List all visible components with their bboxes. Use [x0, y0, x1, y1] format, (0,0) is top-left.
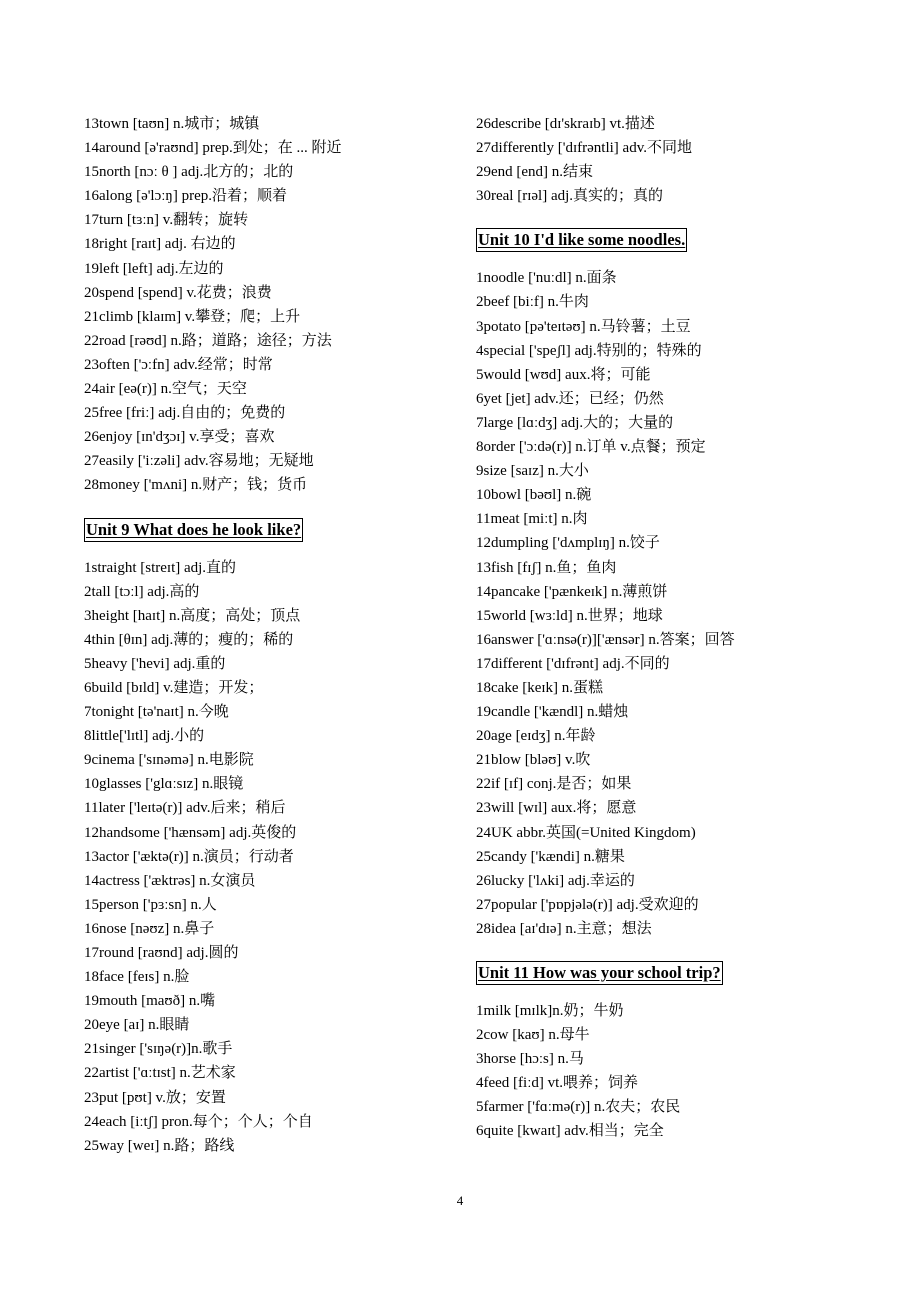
vocab-entry: 27easily ['iːzəli] adv.容易地；无疑地 — [84, 453, 314, 470]
vocab-entry: 1milk [mɪlk]n.奶；牛奶 — [476, 1003, 624, 1019]
vocab-entry: 6quite [kwaɪt] adv.相当；完全 — [476, 1123, 664, 1140]
vocab-entry: 13fish [fɪʃ] n.鱼；鱼肉 — [476, 559, 617, 576]
vocab-list-unit9-continued — [476, 112, 896, 208]
vocab-entry: 12handsome ['hænsəm] adj.英俊的 — [84, 824, 297, 841]
vocab-entry: 22road [rəʊd] n.路；道路；途径；方法 — [84, 332, 332, 349]
unit-11-heading: Unit 11 How was your school trip? — [476, 961, 723, 985]
vocab-entry: 6build [bɪld] v.建造；开发； — [84, 679, 264, 696]
vocab-entry: 9size [saɪz] n.大小 — [476, 463, 589, 480]
vocab-entry: 22if [ɪf] conj.是否；如果 — [476, 776, 632, 793]
vocab-entry: 19mouth [maʊð] n.嘴 — [84, 993, 216, 1010]
vocab-entry: 3horse [hɔːs] n.马 — [476, 1051, 584, 1068]
vocab-entry: 5farmer ['fɑːmə(r)] n.农夫；农民 — [476, 1099, 681, 1116]
vocab-entry: 15north [nɔː θ ] adj.北方的；北的 — [84, 164, 294, 181]
page-number: 4 — [456, 1193, 464, 1208]
vocab-entry: 11meat [miːt] n.肉 — [476, 511, 588, 528]
vocab-entry: 7large [lɑːdʒ] adj.大的；大量的 — [476, 414, 674, 431]
vocab-entry: 3potato [pə'teɪtəʊ] n.马铃薯；土豆 — [476, 318, 691, 335]
vocab-entry: 18face [feɪs] n.脸 — [84, 969, 190, 986]
vocab-entry: 18cake [keɪk] n.蛋糕 — [476, 679, 604, 696]
vocab-entry: 1straight [streɪt] adj.直的 — [84, 559, 237, 576]
vocab-entry: 23put [pʊt] v.放；安置 — [84, 1089, 226, 1106]
vocab-entry: 10bowl [bəʊl] n.碗 — [476, 487, 592, 504]
vocab-entry: 24air [eə(r)] n.空气；天空 — [84, 381, 247, 398]
unit-9-heading: Unit 9 What does he look like? — [84, 518, 303, 542]
vocab-entry: 3height [haɪt] n.高度；高处；顶点 — [84, 607, 301, 624]
vocab-entry: 25way [weɪ] n.路；路线 — [84, 1137, 235, 1154]
vocab-entry: 7tonight [tə'naɪt] n.今晚 — [84, 704, 229, 721]
vocab-entry: 20eye [aɪ] n.眼睛 — [84, 1017, 190, 1034]
vocab-entry: 1noodle ['nuːdl] n.面条 — [476, 270, 617, 287]
vocab-entry: 28idea [aɪ'dɪə] n.主意；想法 — [476, 920, 652, 937]
vocab-entry: 2cow [kaʊ] n.母牛 — [476, 1027, 590, 1044]
vocab-entry: 25candy ['kændi] n.糖果 — [476, 848, 625, 865]
vocab-entry: 2tall [tɔːl] adj.高的 — [84, 583, 200, 600]
vocab-list-unit9 — [84, 556, 504, 1158]
vocab-list-unit11 — [476, 999, 896, 1144]
vocab-entry: 20age [eɪdʒ] n.年龄 — [476, 728, 596, 745]
vocab-entry: 25free [friː] adj.自由的；免费的 — [84, 405, 286, 422]
vocab-entry: 12dumpling ['dʌmplɪŋ] n.饺子 — [476, 535, 660, 552]
vocab-entry: 21singer ['sɪŋə(r)]n.歌手 — [84, 1041, 233, 1058]
vocab-entry: 8little['lɪtl] adj.小的 — [84, 728, 205, 745]
vocab-entry: 28money ['mʌni] n.财产；钱；货币 — [84, 477, 308, 494]
vocab-list-unit8-continued — [84, 112, 504, 498]
vocab-entry: 22artist ['ɑːtɪst] n.艺术家 — [84, 1065, 236, 1082]
vocab-entry: 13town [taʊn] n.城市；城镇 — [84, 116, 260, 132]
vocab-entry: 15person ['pɜːsn] n.人 — [84, 896, 217, 913]
vocab-entry: 27popular ['pɒpjələ(r)] adj.受欢迎的 — [476, 896, 699, 913]
vocab-entry: 21climb [klaɪm] v.攀登；爬；上升 — [84, 308, 301, 325]
vocab-entry: 23often ['ɔːfn] adv.经常；时常 — [84, 356, 273, 373]
vocab-entry: 8order ['ɔːdə(r)] n.订单 v.点餐；预定 — [476, 439, 706, 456]
vocab-entry: 6yet [jet] adv.还；已经；仍然 — [476, 390, 664, 407]
vocab-entry: 5would [wʊd] aux.将；可能 — [476, 366, 651, 383]
vocab-entry: 14around [ə'raʊnd] prep.到处；在 ... 附近 — [84, 140, 342, 157]
unit-10-heading: Unit 10 I'd like some noodles. — [476, 228, 687, 252]
vocab-entry: 27differently ['dɪfrəntli] adv.不同地 — [476, 140, 692, 157]
vocab-entry: 16answer ['ɑːnsə(r)]['ænsər] n.答案；回答 — [476, 631, 735, 648]
vocab-entry: 4special ['speʃl] adj.特别的；特殊的 — [476, 342, 702, 359]
vocab-entry: 19left [left] adj.左边的 — [84, 260, 224, 277]
vocab-entry: 17round [raʊnd] adj.圆的 — [84, 945, 239, 961]
vocab-entry: 20spend [spend] v.花费；浪费 — [84, 284, 272, 301]
vocab-entry: 16nose [nəʊz] n.鼻子 — [84, 920, 215, 937]
vocab-entry: 24UK abbr.英国(=United Kingdom) — [476, 824, 696, 841]
vocab-entry: 17turn [tɜːn] v.翻转；旋转 — [84, 212, 249, 229]
vocab-entry: 9cinema ['sɪnəmə] n.电影院 — [84, 752, 254, 769]
vocab-entry: 16along [ə'lɔːŋ] prep.沿着；顺着 — [84, 188, 287, 205]
vocab-entry: 4thin [θɪn] adj.薄的；瘦的；稀的 — [84, 631, 294, 648]
vocab-entry: 18right [raɪt] adj. 右边的 — [84, 236, 236, 253]
vocab-entry: 26enjoy [ɪn'dʒɔɪ] v.享受；喜欢 — [84, 429, 275, 446]
vocab-entry: 29end [end] n.结束 — [476, 164, 594, 181]
left-column — [84, 112, 504, 1158]
vocab-entry: 10glasses ['glɑːsɪz] n.眼镜 — [84, 776, 244, 793]
vocab-entry: 11later ['leɪtə(r)] adv.后来；稍后 — [84, 800, 286, 817]
vocab-entry: 2beef [biːf] n.牛肉 — [476, 294, 589, 311]
vocab-entry: 5heavy ['hevi] adj.重的 — [84, 655, 226, 672]
vocab-entry: 17different ['dɪfrənt] adj.不同的 — [476, 655, 670, 672]
vocab-entry: 21blow [bləʊ] v.吹 — [476, 752, 591, 769]
vocab-entry: 26describe [dɪ'skraɪb] vt.描述 — [476, 116, 655, 132]
vocab-entry: 26lucky ['lʌki] adj.幸运的 — [476, 872, 635, 889]
vocab-entry: 4feed [fiːd] vt.喂养；饲养 — [476, 1075, 639, 1092]
vocab-list-unit10 — [476, 266, 896, 941]
vocab-entry: 30real [rɪəl] adj.真实的；真的 — [476, 188, 664, 205]
vocab-entry: 23will [wɪl] aux.将；愿意 — [476, 800, 637, 817]
vocab-entry: 13actor ['æktə(r)] n.演员；行动者 — [84, 848, 294, 865]
vocab-entry: 19candle ['kændl] n.蜡烛 — [476, 704, 629, 721]
right-column — [476, 112, 896, 1144]
vocab-entry: 14pancake ['pænkeɪk] n.薄煎饼 — [476, 583, 668, 600]
vocab-entry: 15world [wɜːld] n.世界；地球 — [476, 607, 663, 624]
vocab-entry: 24each [iːtʃ] pron.每个；个人；个自 — [84, 1113, 313, 1130]
vocab-entry: 14actress ['æktrəs] n.女演员 — [84, 872, 256, 889]
